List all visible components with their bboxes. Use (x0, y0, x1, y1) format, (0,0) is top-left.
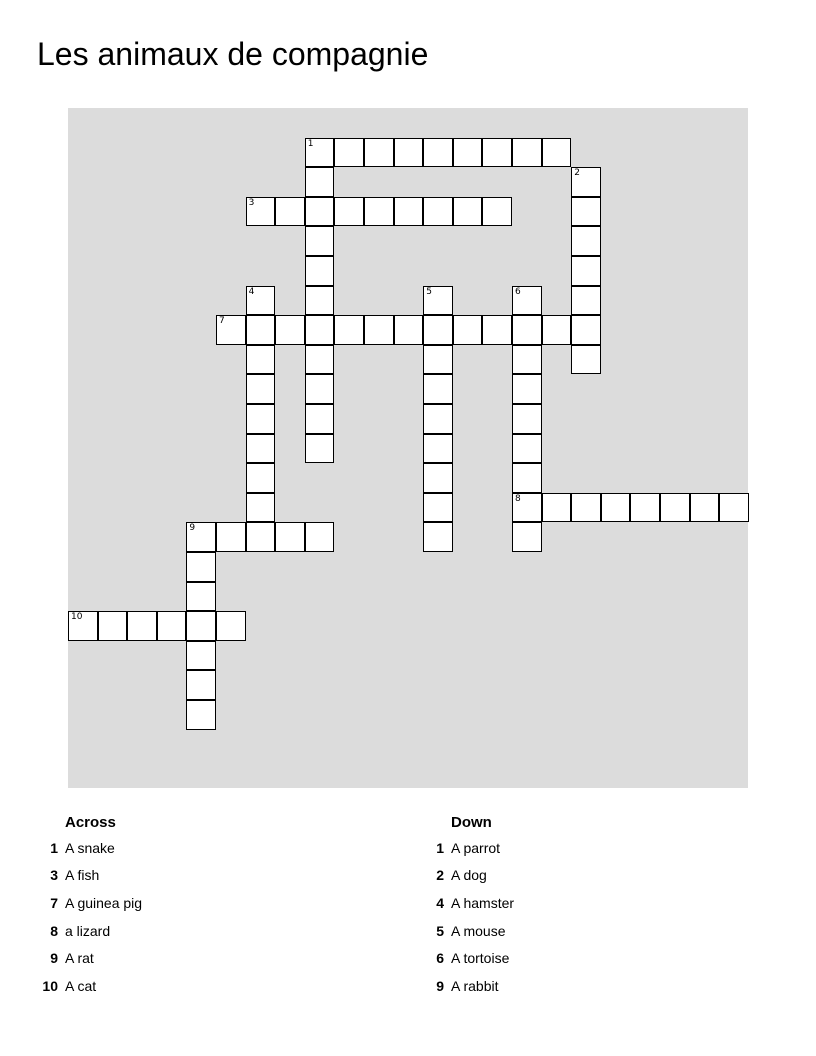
clue-number: 7 (50, 894, 58, 911)
grid-cell[interactable] (275, 197, 305, 227)
clue-text: a lizard (65, 922, 111, 939)
clue-text: A guinea pig (65, 894, 143, 911)
grid-cell[interactable] (512, 374, 542, 404)
grid-cell[interactable] (246, 404, 276, 434)
grid-cell[interactable] (364, 138, 394, 168)
grid-cell[interactable] (246, 463, 276, 493)
grid-cell[interactable] (246, 374, 276, 404)
grid-cell[interactable] (305, 256, 335, 286)
grid-cell[interactable] (542, 315, 572, 345)
grid-cell[interactable] (364, 197, 394, 227)
cell-number: 3 (248, 197, 255, 208)
grid-cell[interactable] (512, 522, 542, 552)
grid-cell[interactable] (246, 286, 276, 316)
grid-cell[interactable] (216, 315, 246, 345)
cell-number: 9 (189, 523, 196, 534)
cell-number: 10 (71, 612, 83, 623)
grid-cell[interactable] (423, 493, 453, 523)
grid-cell[interactable] (719, 493, 749, 523)
down-clue (424, 972, 514, 1000)
grid-cell[interactable] (542, 138, 572, 168)
clue-text: A parrot (451, 839, 501, 856)
grid-cell[interactable] (482, 197, 512, 227)
grid-cell[interactable] (246, 434, 276, 464)
grid-cell[interactable] (186, 641, 216, 671)
grid-cell[interactable] (571, 493, 601, 523)
grid-cell[interactable] (334, 138, 364, 168)
grid-cell[interactable] (482, 138, 512, 168)
across-clue (38, 834, 142, 862)
grid-cell[interactable] (512, 404, 542, 434)
grid-cell[interactable] (512, 434, 542, 464)
cell-number: 8 (515, 493, 521, 504)
cell-number: 4 (248, 286, 255, 297)
grid-cell[interactable] (305, 434, 335, 464)
grid-cell[interactable] (512, 315, 542, 345)
grid-cell[interactable] (186, 552, 216, 582)
grid-cell[interactable] (423, 404, 453, 434)
down-clue (424, 834, 514, 862)
grid-cell[interactable] (542, 493, 572, 523)
grid-cell[interactable] (571, 286, 601, 316)
clue-text: A mouse (451, 922, 506, 939)
grid-cell[interactable] (305, 286, 335, 316)
clue-number: 10 (42, 977, 58, 994)
across-clue (38, 972, 142, 1000)
grid-cell[interactable] (216, 522, 246, 552)
crossword-grid (68, 108, 748, 788)
clue-text: A dog (451, 867, 487, 884)
grid-cell[interactable] (305, 374, 335, 404)
down-clue (424, 862, 514, 890)
down-clues (424, 812, 514, 1000)
clue-number: 8 (50, 922, 58, 939)
clue-text: A tortoise (451, 950, 510, 967)
grid-cell[interactable] (423, 463, 453, 493)
grid-cell[interactable] (275, 315, 305, 345)
grid-cell[interactable] (571, 167, 601, 197)
grid-cell[interactable] (186, 611, 216, 641)
grid-cell[interactable] (512, 493, 542, 523)
grid-cell[interactable] (453, 138, 483, 168)
grid-cell[interactable] (305, 197, 335, 227)
grid-cell[interactable] (690, 493, 720, 523)
across-clues (38, 812, 142, 1000)
page-title: Les animaux de compagnie (37, 36, 429, 72)
across-clue (38, 889, 142, 917)
grid-cell[interactable] (394, 315, 424, 345)
grid-cell[interactable] (423, 315, 453, 345)
cell-number: 5 (426, 286, 432, 297)
across-clue (38, 862, 142, 890)
clue-number: 9 (436, 977, 444, 994)
cell-number: 1 (307, 138, 314, 149)
grid-cell[interactable] (453, 197, 483, 227)
clue-number: 9 (50, 950, 58, 967)
across-heading: Across (65, 814, 116, 831)
down-clue (424, 944, 514, 972)
down-clue (424, 917, 514, 945)
grid-cell[interactable] (246, 315, 276, 345)
grid-cell[interactable] (334, 197, 364, 227)
grid-cell[interactable] (423, 434, 453, 464)
grid-cell[interactable] (186, 522, 216, 552)
down-heading: Down (451, 814, 492, 831)
grid-cell[interactable] (571, 197, 601, 227)
grid-cell[interactable] (68, 611, 98, 641)
grid-cell[interactable] (305, 522, 335, 552)
grid-cell[interactable] (364, 315, 394, 345)
grid-cell[interactable] (246, 522, 276, 552)
grid-cell[interactable] (305, 404, 335, 434)
grid-cell[interactable] (660, 493, 690, 523)
grid-cell[interactable] (571, 226, 601, 256)
grid-cell[interactable] (186, 670, 216, 700)
across-clue (38, 944, 142, 972)
clue-text: A hamster (451, 894, 515, 911)
grid-cell[interactable] (571, 345, 601, 375)
clue-number: 6 (436, 950, 444, 967)
clue-number: 3 (50, 867, 58, 884)
grid-cell[interactable] (216, 611, 246, 641)
grid-cell[interactable] (98, 611, 128, 641)
grid-cell[interactable] (423, 522, 453, 552)
clue-number: 2 (436, 867, 444, 884)
clue-text: A rat (65, 950, 94, 967)
clue-number: 4 (436, 894, 444, 911)
grid-cell[interactable] (482, 315, 512, 345)
grid-cell[interactable] (305, 345, 335, 375)
grid-cell[interactable] (334, 315, 364, 345)
clue-text: A fish (65, 867, 100, 884)
clue-text: A rabbit (451, 977, 499, 994)
down-clue (424, 889, 514, 917)
grid-cell[interactable] (512, 463, 542, 493)
grid-cell[interactable] (305, 226, 335, 256)
grid-cell[interactable] (423, 345, 453, 375)
grid-cell[interactable] (423, 197, 453, 227)
grid-cell[interactable] (423, 286, 453, 316)
clue-number: 1 (436, 839, 444, 856)
clue-text: A cat (65, 977, 97, 994)
grid-cell[interactable] (453, 315, 483, 345)
grid-cell[interactable] (246, 197, 276, 227)
grid-cell[interactable] (423, 374, 453, 404)
grid-cell[interactable] (394, 138, 424, 168)
grid-cell[interactable] (305, 167, 335, 197)
grid-cell[interactable] (630, 493, 660, 523)
clue-text: A snake (65, 839, 115, 856)
grid-cell[interactable] (305, 315, 335, 345)
grid-cell[interactable] (512, 138, 542, 168)
grid-cell[interactable] (275, 522, 305, 552)
grid-cell[interactable] (601, 493, 631, 523)
clue-number: 1 (50, 839, 58, 856)
grid-cell[interactable] (512, 286, 542, 316)
cell-number: 2 (574, 168, 580, 179)
grid-cell[interactable] (186, 582, 216, 612)
grid-cell[interactable] (394, 197, 424, 227)
grid-cell[interactable] (305, 138, 335, 168)
grid-cell[interactable] (246, 345, 276, 375)
cell-number: 6 (515, 286, 521, 297)
grid-cell[interactable] (127, 611, 157, 641)
grid-cell[interactable] (423, 138, 453, 168)
grid-cell[interactable] (157, 611, 187, 641)
grid-cell[interactable] (186, 700, 216, 730)
grid-cell[interactable] (571, 256, 601, 286)
across-clue (38, 917, 142, 945)
grid-cell[interactable] (512, 345, 542, 375)
grid-cell[interactable] (571, 315, 601, 345)
clue-number: 5 (436, 922, 444, 939)
grid-cell[interactable] (246, 493, 276, 523)
cell-number: 7 (219, 316, 225, 327)
